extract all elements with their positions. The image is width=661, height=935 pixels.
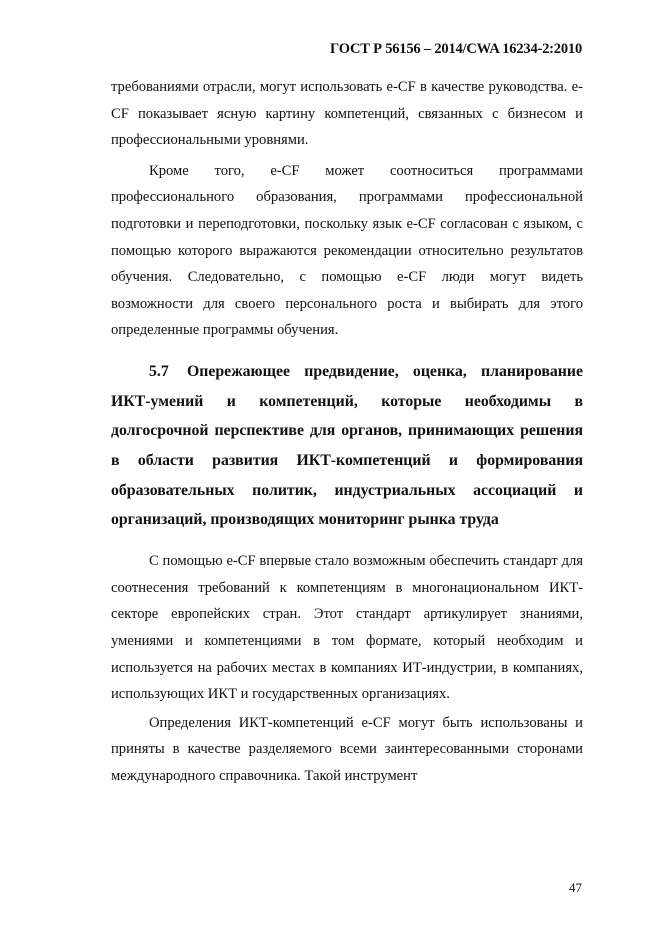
page-number: 47 [569,880,582,895]
paragraph: Определения ИКТ-компетенций e-CF могут быть использованы и приняты в качестве разделяемого всеми заинтересованными сторонами международного справочника. Такой инструмент [111,714,583,784]
paragraph: Кроме того, e-CF может соотноситься программами профессионального образования, программами профессиональной подготовки и переподготовки, поскольку язык e-CF согласован с языком, с помощью которого выражаются рекомендации относительно результатов обучения. Следовательно, с помощью e-CF люди могут видеть возможности для своего персонального роста и выбирать для этого определенные программы обучения. [111,162,583,339]
document-code-header: ГОСТ Р 56156 – 2014/CWA 16234-2:2010 [330,41,582,57]
section-title: Опережающее предвидение, оценка, планирование ИКТ-умений и компетенций, которые необходимы в долгосрочной перспективе для органов, принимающих решения в области развития ИКТ-компетенций и формирования образовательных политик, индустриальных ассоциаций и организаций, производящих мониторинг рынка труда [111,362,583,529]
document-body [111,74,583,790]
paragraph-continuation: требованиями отрасли, могут использовать e-CF в качестве руководства. e-CF показывает ясную картину компетенций, связанных с бизнесом и профессиональными уровнями. [111,79,583,149]
paragraph: С помощью e-CF впервые стало возможным обеспечить стандарт для соотнесения требований к компетенциям в многонациональном ИКТ-секторе европейских стран. Этот стандарт артикулирует знаниями, умениями и компетенциями в том формате, который необходим и используется на рабочих местах в компаниях ИТ-индустрии, в компаниях, использующих ИКТ и государственных организациях. [111,553,583,703]
section-number: 5.7 [149,362,169,380]
section-heading [111,357,583,535]
